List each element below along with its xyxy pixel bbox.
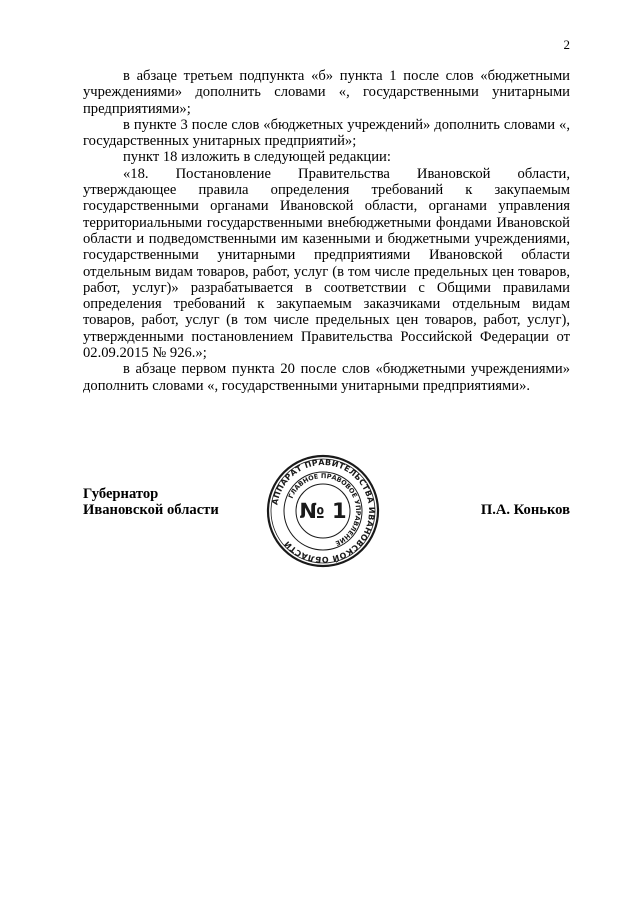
paragraph-amendment-18-text: «18. Постановление Правительства Ивановской области, утверждающее правила определения требований к закупаемым государственными органами Ивановской области, органами управления территориальными государственными внебюджетными фондами Ивановской области и подведомственными им казенными и бюджетными учреждениями, государственными унитарными предприятиями Ивановской области отдельным видам товаров, работ, услуг (в том числе предельных цен товаров, работ, услуг)» разрабатывается в соответствии с Общими правилами определения требований к закупаемым заказчиками отдельным видам товаров, работ, услуг (в том числе предельных цен товаров, работ, услуг), утвержденными постановлением Правительства Российской Федерации от 02.09.2015 № 926.»; (83, 165, 570, 362)
page-number: 2 (563, 37, 570, 52)
paragraph-amendment-18-intro: пункт 18 изложить в следующей редакции: (123, 149, 391, 166)
signatory-position (83, 486, 219, 519)
paragraph-amendment-1: в абзаце третьем подпункта «б» пункта 1 после слов «бюджетными учреждениями» дополнить словами «, государственными унитарными предприятиями»; (83, 68, 570, 117)
signatory-position-line1: Губернатор (83, 486, 159, 502)
signatory-name: П.А. Коньков (480, 502, 570, 518)
official-seal-icon (266, 454, 380, 568)
signatory-position-line2: Ивановской области (83, 502, 219, 519)
seal-center-number: № 1 (299, 499, 347, 523)
seal-inner-text: ГЛАВНОЕ ПРАВОВОЕ УПРАВЛЕНИЕ (286, 471, 363, 548)
document-body (83, 68, 570, 394)
paragraph-amendment-20: в абзаце первом пункта 20 после слов «бюджетными учреждениями» дополнить словами «, государственными унитарными предприятиями». (83, 361, 570, 394)
seal-outer-text: АППАРАТ ПРАВИТЕЛЬСТВА ИВАНОВСКОЙ ОБЛАСТИ (270, 457, 377, 565)
paragraph-amendment-3: в пункте 3 после слов «бюджетных учреждений» дополнить словами «, государственных унитарных предприятий»; (83, 116, 570, 150)
